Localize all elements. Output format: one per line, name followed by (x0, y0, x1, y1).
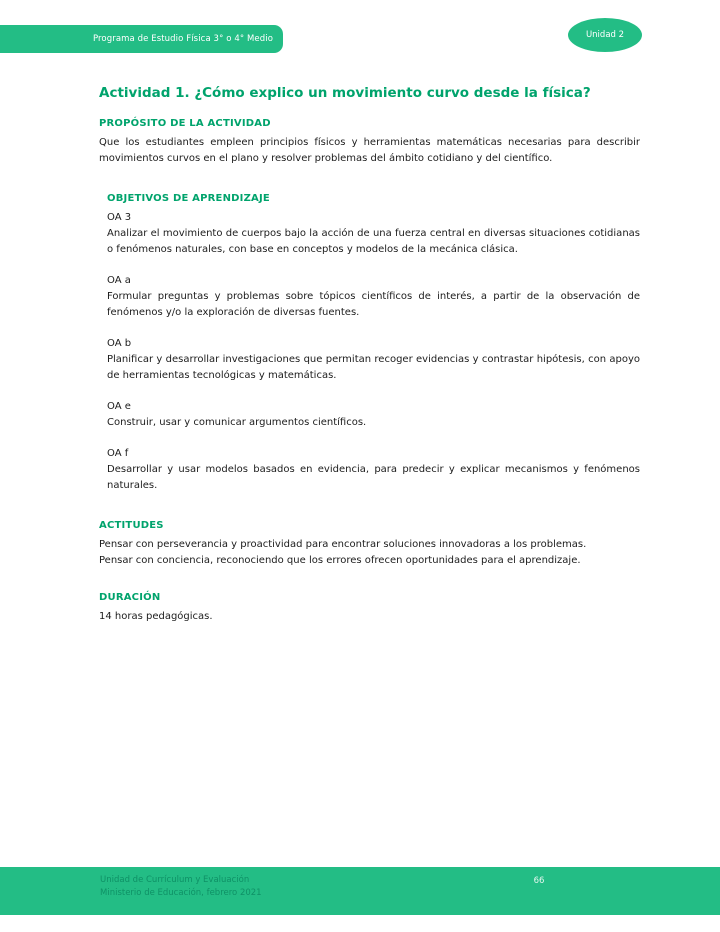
objetivos-heading: OBJETIVOS DE APRENDIZAJE (107, 193, 270, 204)
footer-unit-line: Unidad de Currículum y Evaluación (100, 875, 250, 885)
oa-code: OA 3 (107, 212, 132, 223)
actitudes-line: Pensar con conciencia, reconociendo que los errores ofrecen oportunidades para el aprendizaje. (99, 555, 581, 566)
actitudes-line: Pensar con perseverancia y proactividad para encontrar soluciones innovadoras a los problemas. (99, 539, 587, 550)
program-badge (0, 25, 283, 53)
oa-text: Formular preguntas y problemas sobre tópicos científicos de interés, a partir de la observación de fenómenos y/o la exploración de diversas fuentes. (107, 291, 640, 318)
activity-title: Actividad 1. ¿Cómo explico un movimiento curvo desde la física? (99, 85, 591, 101)
oa-text: Desarrollar y usar modelos basados en evidencia, para predecir y explicar mecanismos y fenómenos naturales. (107, 464, 640, 491)
section-proposito (99, 116, 640, 167)
oa-text: Planificar y desarrollar investigaciones que permitan recoger evidencias y contrastar hipótesis, con apoyo de herramientas tecnológicas y matemáticas. (107, 354, 640, 381)
oa-code: OA e (107, 401, 131, 412)
actitudes-heading: ACTITUDES (99, 520, 164, 531)
program-badge-label: Programa de Estudio Física 3° o 4° Medio (92, 34, 273, 44)
section-actitudes (99, 518, 640, 569)
oa-code: OA f (107, 448, 129, 459)
section-objetivos (107, 191, 640, 494)
page-content (99, 84, 640, 625)
duracion-body: 14 horas pedagógicas. (99, 611, 213, 622)
section-duracion (99, 590, 640, 625)
oa-item (107, 210, 640, 258)
oa-text: Analizar el movimiento de cuerpos bajo la acción de una fuerza central en diversas situaciones cotidianas o fenómenos naturales, con base en conceptos y modelos de la mecánica clásica. (107, 228, 640, 255)
unit-badge-label: Unidad 2 (585, 30, 625, 40)
oa-text: Construir, usar y comunicar argumentos científicos. (107, 417, 367, 428)
unit-badge (568, 18, 642, 52)
duracion-heading: DURACIÓN (99, 592, 161, 603)
footer-ministry-line: Ministerio de Educación, febrero 2021 (100, 888, 262, 898)
proposito-heading: PROPÓSITO DE LA ACTIVIDAD (99, 118, 271, 129)
footer-bar (0, 867, 720, 915)
oa-code: OA a (107, 275, 131, 286)
oa-item (107, 446, 640, 494)
page-number: 66 (533, 876, 545, 886)
proposito-body: Que los estudiantes empleen principios físicos y herramientas matemáticas necesarias para describir movimientos curvos en el plano y resolver problemas del ámbito cotidiano y del científico. (99, 137, 640, 164)
oa-code: OA b (107, 338, 132, 349)
oa-item (107, 336, 640, 384)
oa-item (107, 399, 640, 431)
oa-item (107, 273, 640, 321)
